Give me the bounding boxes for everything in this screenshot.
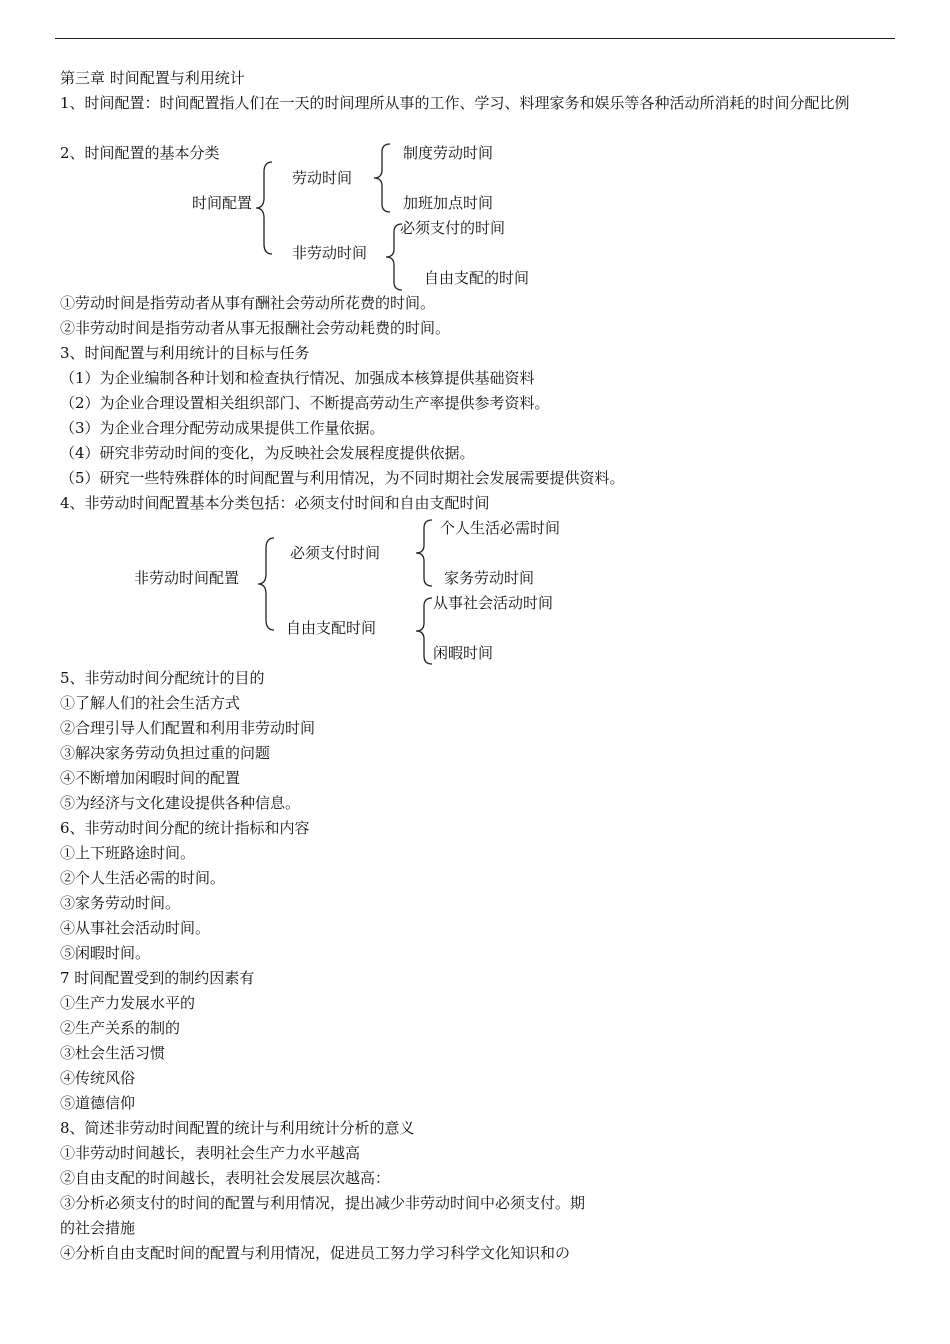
chapter-title: 第三章 时间配置与利用统计 xyxy=(60,69,245,87)
section-3-item: （4）研究非劳动时间的变化，为反映社会发展程度提供依据。 xyxy=(60,444,475,462)
tree1-root-brace xyxy=(254,160,274,256)
section-1-definition: 1、时间配置：时间配置指人们在一天的时间理所从事的工作、学习、料理家务和娱乐等各种活动所消耗的时间分配比例 xyxy=(60,94,850,112)
section-3-item: （1）为企业编制各种计划和检查执行情况、加强成本核算提供基础资料 xyxy=(60,369,535,387)
tree1-labor-child-1: 制度劳动时间 xyxy=(403,144,494,162)
section-2-note: ②非劳动时间是指劳动者从事无报酬社会劳动耗费的时间。 xyxy=(60,319,451,337)
section-2-note: ①劳动时间是指劳动者从事有酬社会劳动所花费的时间。 xyxy=(60,294,436,312)
tree2-required-child-2: 家务劳动时间 xyxy=(444,569,535,587)
section-4-heading: 4、非劳动时间配置基本分类包括：必须支付时间和自由支配时间 xyxy=(60,494,490,512)
tree2-free-child-1: 从事社会活动时间 xyxy=(433,594,554,612)
section-6-item: ③家务劳动时间。 xyxy=(60,894,181,912)
section-7-item: ⑤道德信仰 xyxy=(60,1094,136,1112)
section-2-heading: 2、时间配置的基本分类 xyxy=(60,144,220,162)
tree1-labor-child-2: 加班加点时间 xyxy=(403,194,494,212)
section-5-item: ③解决家务劳动负担过重的问题 xyxy=(60,744,271,762)
section-8-heading: 8、简述非劳动时间配置的统计与利用统计分析的意义 xyxy=(60,1119,415,1137)
section-3-heading: 3、时间配置与利用统计的目标与任务 xyxy=(60,344,310,362)
tree2-required-brace xyxy=(414,518,434,588)
section-3-item: （2）为企业合理设置相关组织部门、不断提高劳动生产率提供参考资料。 xyxy=(60,394,550,412)
section-7-item: ②生产关系的制的 xyxy=(60,1019,181,1037)
section-6-item: ④从事社会活动时间。 xyxy=(60,919,211,937)
tree2-free-brace xyxy=(414,596,434,666)
section-5-item: ②合理引导人们配置和利用非劳动时间 xyxy=(60,719,316,737)
tree2-required-child-1: 个人生活必需时间 xyxy=(440,519,561,537)
tree1-root: 时间配置 xyxy=(192,194,253,212)
section-7-item: ①生产力发展水平的 xyxy=(60,994,196,1012)
section-6-heading: 6、非劳动时间分配的统计指标和内容 xyxy=(60,819,310,837)
section-7-heading: 7 时间配置受到的制约因素有 xyxy=(60,969,255,987)
section-3-item: （5）研究一些特殊群体的时间配置与利用情况，为不同时期社会发展需要提供资料。 xyxy=(60,469,625,487)
header-rule xyxy=(55,38,895,39)
section-5-item: ④不断增加闲暇时间的配置 xyxy=(60,769,241,787)
tree2-root: 非劳动时间配置 xyxy=(134,569,240,587)
section-6-item: ⑤闲暇时间。 xyxy=(60,944,151,962)
section-5-heading: 5、非劳动时间分配统计的目的 xyxy=(60,669,265,687)
tree1-branch-labor: 劳动时间 xyxy=(292,169,353,187)
section-6-item: ②个人生活必需的时间。 xyxy=(60,869,226,887)
section-7-item: ③杜会生活习惯 xyxy=(60,1044,166,1062)
tree2-branch-required: 必须支付时间 xyxy=(290,544,381,562)
tree1-labor-brace xyxy=(372,142,392,214)
section-8-item: ①非劳动时间越长，表明社会生产力水平越高 xyxy=(60,1144,361,1162)
section-8-item: 的社会措施 xyxy=(60,1219,136,1237)
section-8-item: ③分析必须支付的时间的配置与利用情况，提出减少非劳动时间中必须支付。期 xyxy=(60,1194,586,1212)
tree2-branch-free: 自由支配时间 xyxy=(286,619,377,637)
section-5-item: ①了解人们的社会生活方式 xyxy=(60,694,241,712)
tree1-nonlabor-child-1: 必须支付的时间 xyxy=(400,219,506,237)
section-8-item: ④分析自由支配时间的配置与利用情况，促进员工努力学习科学文化知识和の xyxy=(60,1244,571,1262)
section-6-item: ①上下班路途时间。 xyxy=(60,844,196,862)
tree1-nonlabor-child-2: 自由支配的时间 xyxy=(424,269,530,287)
section-7-item: ④传统风俗 xyxy=(60,1069,136,1087)
section-8-item: ②自由支配的时间越长，表明社会发展层次越高： xyxy=(60,1169,391,1187)
tree1-branch-nonlabor: 非劳动时间 xyxy=(292,244,368,262)
tree2-root-brace xyxy=(256,536,276,632)
tree2-free-child-2: 闲暇时间 xyxy=(433,644,494,662)
section-5-item: ⑤为经济与文化建设提供各种信息。 xyxy=(60,794,301,812)
section-3-item: （3）为企业合理分配劳动成果提供工作量依据。 xyxy=(60,419,385,437)
